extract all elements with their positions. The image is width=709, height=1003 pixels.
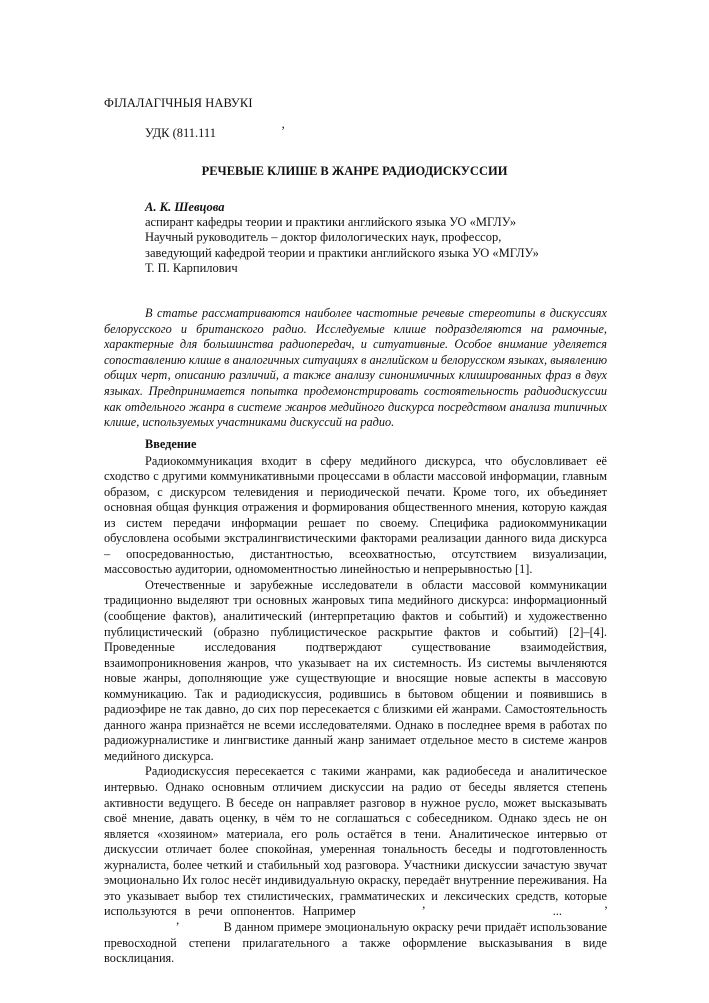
- supervisor-name: Т. П. Карпилович: [145, 260, 238, 275]
- author-name: А. К. Шевцова: [145, 200, 225, 214]
- paragraph: [104, 764, 607, 966]
- supervisor-line: Научный руководитель – доктор филологических наук, профессор,: [145, 230, 502, 245]
- author-affiliation: аспирант кафедры теории и практики английского языка УО «МГЛУ»: [145, 215, 517, 230]
- supervisor-position: заведующий кафедрой теории и практики английского языка УО «МГЛУ»: [145, 245, 539, 260]
- section-label: ФІЛАЛАГІЧНЫЯ НАВУКІ: [104, 96, 253, 110]
- example-mark: ’: [421, 904, 425, 919]
- article-body: [104, 437, 607, 967]
- example-mark: ’: [603, 904, 608, 919]
- paragraph-tail: В данном примере эмоциональную окраску речи придаёт использование превосходной степени прилагательного а также оформление высказывания в виде восклицания.: [104, 919, 608, 966]
- abstract-text: В статье рассматриваются наиболее частотные речевые стереотипы в дискуссиях белорусского и британского радио. Исследуемые клише подразделяются на рамочные, характерные для большинства радиопередач, и ситуативные. Особое внимание уделяется сопоставлению клише в аналогичных ситуациях в английском и белорусском языках, выявлению общих черт, описанию различий, а также анализу синонимичных клишированных фраз в двух языках. Предпринимается попытка продемонстрировать состоятельность радиодискуссии как отдельного жанра в системе жанров медийного дискурса посредством анализа типичных клише, используемых участниками дискуссий на радио.: [104, 306, 607, 430]
- udk-code: УДК (811.111: [145, 126, 216, 140]
- paragraph-text: Радиодискуссия пересекается с такими жанрами, как радиобеседа и аналитическое интервью. Однако основным отличием дискуссии на радио от беседы является степень активности ведущего. В беседе он направляет разговор в нужное русло, может высказывать своё мнение, давать оценку, в чём то не соглашаться с собеседником. Однако здесь не он является «хозяином» материала, его роль остаётся в тени. Аналитическое интервью от дискуссии отличает более спокойная, умеренная тональность беседы и подготовленность журналиста, более четкий и стабильный ход разговора. Участники дискуссии зачастую звучат эмоционально Их голос несёт индивидуальную окраску, передаёт внутренние переживания. На это указывает выбор тех стилистических, грамматических и лексических средств, которые используются в речи оппонентов. Например: [104, 764, 607, 919]
- paragraph: Отечественные и зарубежные исследователи в области массовой коммуникации традиционно выделяют три основных жанровых типа медийного дискурса: информационный (сообщение фактов), аналитический (интерпретацию фактов и событий) и художественно публицистический (образно публицистическое раскрытие фактов и событий) [2]–[4]. Проведенные исследования подтверждают существование взаимодействия, взаимопроникновения жанров, что указывает на их системность. Из системы вычленяются новые жанры, дополняющие уже существующие и вносящие новые аспекты в массовую коммуникацию. Так и радиодискуссия, родившись в бытовом общении и появившись в радиоэфире не так давно, до сих пор пересекается с близкими ей жанрами. Самостоятельность данного жанра признаётся не всеми исследователями. Однако в последнее время в работах по радиожурналистике и лингвистике данный жанр занимает отдельное место в системе жанров медийного дискурса.: [104, 577, 607, 763]
- article-title: РЕЧЕВЫЕ КЛИШЕ В ЖАНРЕ РАДИОДИСКУССИИ: [201, 164, 508, 178]
- example-mark: ’: [175, 919, 179, 934]
- udk-mark: ’: [281, 124, 286, 138]
- paragraph: Радиокоммуникация входит в сферу медийного дискурса, что обусловливает её сходство с другими коммуникативными процессами в области массовой информации, главным образом, с дискурсом телевидения и периодической печати. Кроме того, их объединяет основная общая функция отражения и формирования общественного мнения, которую каждая из систем передачи информации решает по своему. Специфика радиокоммуникации обусловлена особыми экстралингвистическими факторами реализации данного вида дискурса – опосредованностью, дистантностью, всеохватностью, отсутствием визуализации, массовостью аудитории, одномоментностью линейностью и непрерывностью [1].: [104, 453, 607, 577]
- author-block: [145, 200, 539, 276]
- example-ellipsis: ...: [552, 904, 562, 919]
- abstract: [104, 306, 607, 431]
- udk-line: [145, 126, 345, 141]
- section-heading: Введение: [145, 437, 197, 451]
